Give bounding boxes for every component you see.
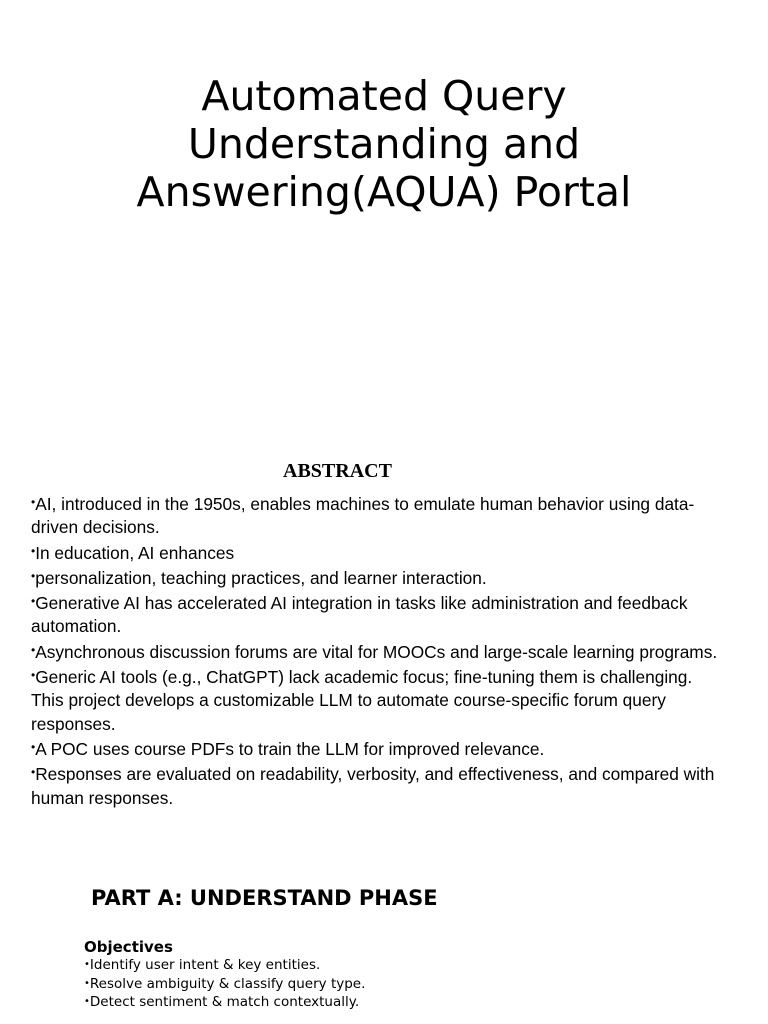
- abstract-item-text: In education, AI enhances: [35, 542, 235, 563]
- bullet-icon: •: [84, 977, 90, 989]
- abstract-item-text: Generative AI has accelerated AI integration in tasks like administration and feedback automation.: [31, 593, 688, 637]
- abstract-item-text: Responses are evaluated on readability, verbosity, and effectiveness, and compared with human responses.: [31, 764, 715, 808]
- abstract-item: [31, 736, 731, 761]
- bullet-icon: •: [31, 765, 36, 780]
- abstract-item-text: AI, introduced in the 1950s, enables machines to emulate human behavior using data-driven decisions.: [31, 494, 695, 538]
- objective-item: [84, 956, 365, 975]
- abstract-item-text: Asynchronous discussion forums are vital for MOOCs and large-scale learning programs.: [35, 641, 718, 662]
- bullet-icon: •: [31, 568, 36, 583]
- objectives-title: Objectives: [84, 938, 173, 956]
- abstract-item-text: Generic AI tools (e.g., ChatGPT) lack academic focus; fine-tuning them is challenging.: [35, 667, 693, 688]
- abstract-item: [31, 639, 731, 664]
- objective-item: [84, 975, 365, 994]
- abstract-body: [31, 491, 731, 810]
- bullet-icon: •: [31, 642, 36, 657]
- objectives-list: [84, 956, 365, 1012]
- abstract-item: [31, 540, 731, 565]
- abstract-item: [31, 689, 731, 736]
- title-line: Answering(AQUA) Portal: [136, 168, 632, 216]
- abstract-item: [31, 565, 731, 590]
- objective-text: Identify user intent & key entities.: [89, 957, 321, 973]
- objective-text: Detect sentiment & match contextually.: [89, 994, 360, 1011]
- section-heading: PART A: UNDERSTAND PHASE: [91, 886, 438, 910]
- bullet-icon: •: [31, 668, 36, 683]
- abstract-item: [31, 664, 731, 689]
- abstract-item-text: A POC uses course PDFs to train the LLM for improved relevance.: [35, 738, 545, 759]
- bullet-icon: •: [31, 594, 36, 609]
- abstract-item: [31, 590, 731, 639]
- abstract-item: [31, 761, 731, 810]
- bullet-icon: •: [31, 543, 36, 558]
- abstract-item-text: personalization, teaching practices, and learner interaction.: [35, 567, 487, 588]
- objective-item: [84, 993, 365, 1012]
- title-line: Automated Query: [201, 72, 567, 120]
- bullet-icon: •: [84, 959, 90, 970]
- bullet-icon: •: [31, 739, 36, 754]
- abstract-heading: ABSTRACT: [283, 460, 392, 482]
- title-line: Understanding and: [187, 120, 581, 168]
- objective-text: Resolve ambiguity & classify query type.: [89, 975, 366, 992]
- bullet-icon: •: [84, 996, 90, 1008]
- document-title: [0, 72, 768, 216]
- bullet-icon: •: [31, 495, 36, 509]
- abstract-item-text: This project develops a customizable LLM to automate course-specific forum query responses.: [31, 690, 666, 734]
- abstract-item: [31, 491, 731, 540]
- objectives-block: [84, 938, 365, 1012]
